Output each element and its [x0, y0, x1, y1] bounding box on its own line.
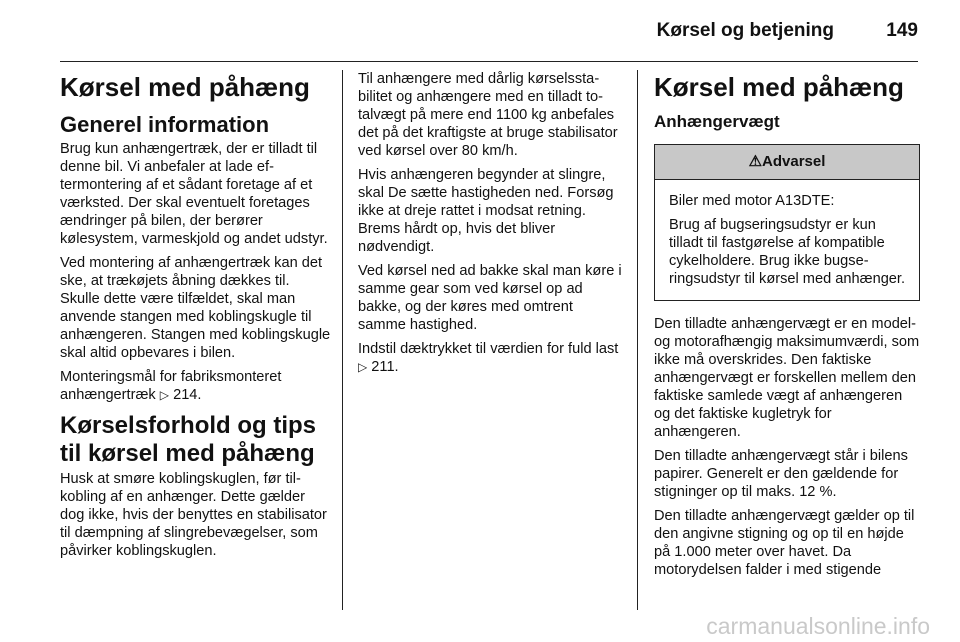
page-ref-arrow-icon: ▷	[159, 388, 170, 402]
paragraph-text: Indstil dæktrykket til værdien for fuld last	[358, 341, 619, 357]
paragraph: Den tilladte anhængervægt står i bilens papirer. Generelt er den gældende for stigninger op til maks. 12 %.	[654, 448, 908, 500]
warning-text: Biler med motor A13DTE:	[669, 193, 835, 209]
page-ref-arrow-icon: ▷	[358, 360, 368, 374]
warning-body	[655, 180, 919, 300]
page-reference-link[interactable]: 211.	[371, 359, 399, 375]
paragraph	[60, 368, 332, 404]
paragraph: Til anhængere med dårlig kørselsstabilitet og anhængere med en tilladt totalvægt på mere end 1100 kg anbefales det på det kraftigste at bruge stabilisator ved kørsel over 80 km/h.	[358, 71, 618, 159]
paragraph-text: Monteringsmål for fabriksmonteret anhængertræk	[60, 369, 282, 403]
paragraph: Hvis anhængeren begynder at slingre, skal De sætte hastigheden ned. Forsøg ikke at dreje rattet i modsat retning. Brems hårdt op, hvis det bliver nødvendigt.	[358, 167, 614, 255]
column-divider	[637, 70, 638, 610]
watermark: carmanualsonline.info	[706, 613, 930, 639]
paragraph: Ved montering af anhængertræk kan det ske, at trækøjets åbning dækkes til. Skulle dette være tilfældet, skal man anvende stangen med koblingskugle til anhængeren. Stangen med koblingskugle skal altid opbevares i bilen.	[60, 255, 331, 361]
paragraph: Den tilladte anhængervægt er en model- og motorafhængig maksimumværdi, som ikke må overskrides. Den faktiske anhængervægt er forskellen mellem den faktiske samlede vægt af anhængeren og det faktiske kugletryk for anhængeren.	[654, 316, 920, 440]
paragraph: Husk at smøre koblingskuglen, før tilkobling af en anhænger. Dette gælder dog ikke, hvis der benyttes en stabilisator til dæmpning af slingrebevægelser, som påvirker koblingskuglen.	[60, 471, 327, 559]
warning-box	[654, 144, 920, 301]
paragraph	[358, 340, 622, 376]
warning-label: Advarsel	[762, 153, 826, 170]
subheading-conditions: Kørselsforhold og tips til kørsel med påhæng	[60, 412, 317, 467]
column-2	[358, 70, 622, 382]
page-number: 149	[886, 20, 918, 41]
section-title: Kørsel med påhæng	[654, 72, 904, 102]
column-3	[654, 70, 920, 585]
running-header: Kørsel og betjening	[656, 20, 834, 41]
subheading-weight: Anhængervægt	[654, 112, 780, 131]
paragraph: Den tilladte anhængervægt gælder op til den angivne stigning og op til en højde på 1.000 meter over havet. Da motorydelsen falder i med stigende	[654, 508, 915, 578]
paragraph: Ved kørsel ned ad bakke skal man køre i samme gear som ved kørsel op ad bakke, og der køres med omtrent samme hastighed.	[358, 263, 622, 333]
header-rule	[60, 61, 918, 62]
page-reference-link[interactable]: 214.	[173, 387, 202, 403]
warning-triangle-icon: ⚠	[748, 153, 763, 170]
subheading-general: Generel information	[60, 112, 270, 137]
section-title: Kørsel med påhæng	[60, 72, 310, 102]
column-divider	[342, 70, 343, 610]
warning-header	[655, 145, 919, 180]
column-1	[60, 70, 332, 566]
warning-text: Brug af bugseringsudstyr er kun tilladt til fastgørelse af kompatible cykelholdere. Brug ikke bugseringsudstyr til kørsel med anhænger.	[669, 217, 906, 287]
paragraph: Brug kun anhængertræk, der er tilladt til denne bil. Vi anbefaler at lade eftermontering af et sådant foretage af et værksted. Der skal eventuelt foretages ændringer på bilen, der berører kølesystem, varmeskjold og andet udstyr.	[60, 141, 328, 247]
